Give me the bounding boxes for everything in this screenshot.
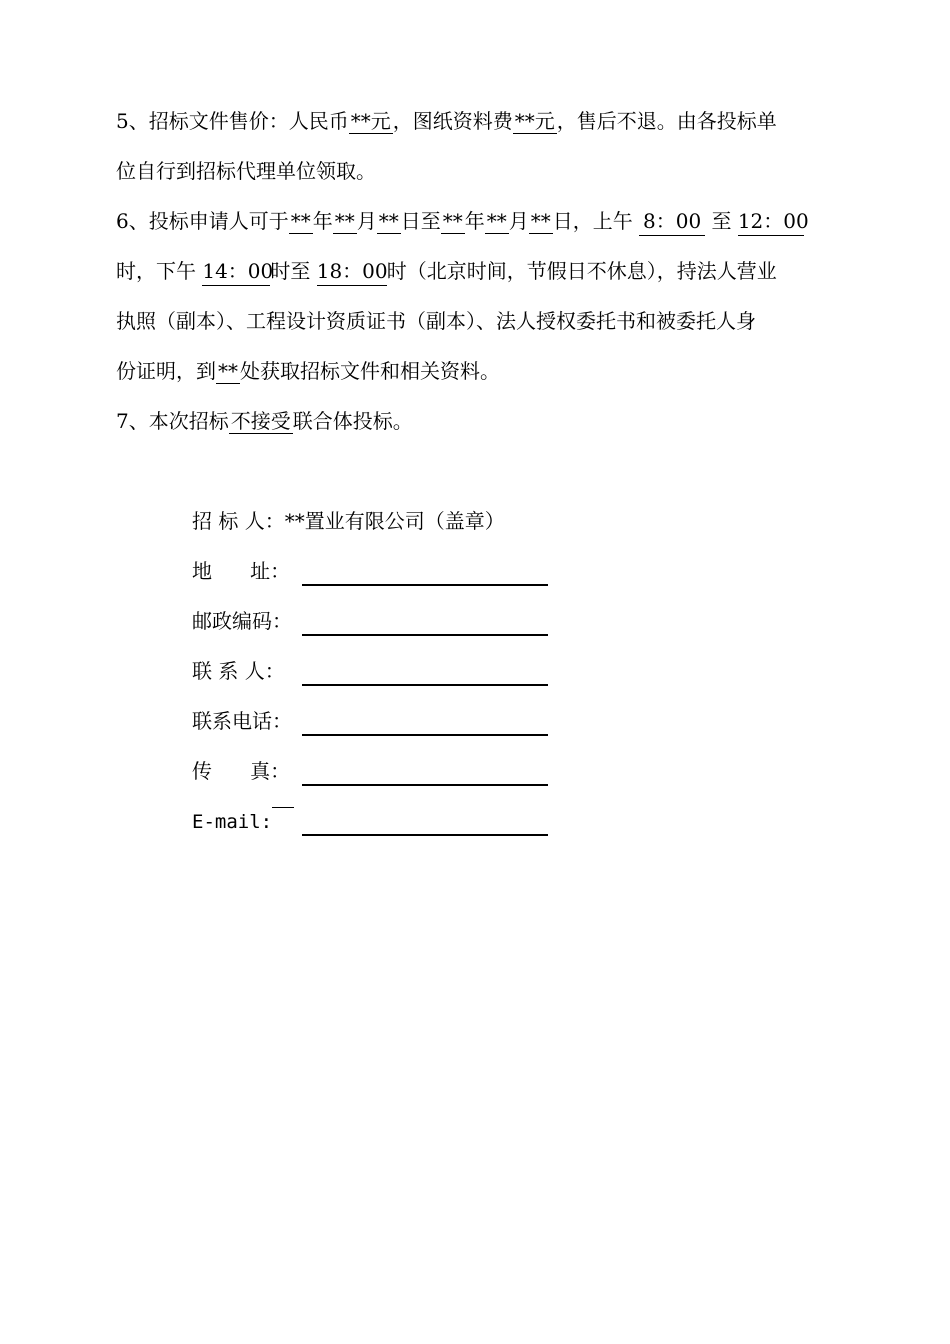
hour-to-label: 时至 [270, 259, 311, 283]
end-month: ** [486, 209, 507, 233]
item-7-line [116, 407, 413, 435]
postal-code-row [192, 607, 552, 635]
email-row [192, 807, 552, 836]
afternoon-end-time: 18：00 [317, 257, 387, 286]
day-label-2: 日，上午 [552, 209, 633, 233]
email-blank[interactable] [302, 834, 548, 836]
item-5-text-line-2: 位自行到招标代理单位领取。 [116, 159, 376, 183]
item-7-prefix: 7、本次招标 [116, 409, 229, 433]
pickup-place: ** [218, 359, 238, 383]
email-label: E-mail: [192, 811, 273, 833]
postal-code-blank[interactable] [302, 634, 548, 636]
fax-row [192, 757, 552, 785]
drawing-fee: **元 [514, 109, 555, 133]
end-day: ** [530, 209, 551, 233]
item-6-line-1 [116, 207, 809, 236]
year-label-2: 年 [464, 209, 485, 233]
hour-afternoon-label: 时，下午 [116, 259, 196, 283]
item-5-text-b: ，图纸资料费 [392, 109, 513, 133]
item-6-line-2-rest: 时（北京时间，节假日不休息），持法人营业 [386, 259, 777, 283]
item-6-line-3 [116, 307, 756, 335]
contact-person-label: 联 系 人： [192, 659, 285, 683]
item-5-line-1 [116, 107, 777, 135]
item-6-prefix: 6、投标申请人可于 [116, 209, 289, 233]
item-5-text-c: ，售后不退。由各投标单 [556, 109, 777, 133]
tenderer-row [192, 507, 505, 535]
address-row [192, 557, 552, 585]
start-month: ** [334, 209, 355, 233]
morning-start-time: 8：00 [639, 207, 705, 236]
day-label-1: 日至 [400, 209, 441, 233]
item-6-line-4 [116, 357, 500, 385]
item-5-text-a: 5、招标文件售价：人民币 [116, 109, 349, 133]
postal-code-label: 邮政编码： [192, 609, 292, 633]
phone-label: 联系电话： [192, 709, 292, 733]
address-blank[interactable] [302, 584, 548, 586]
item-6-text-line-4-a: 份证明，到 [116, 359, 216, 383]
fax-blank[interactable] [302, 784, 548, 786]
start-year: ** [290, 209, 311, 233]
contact-person-blank[interactable] [302, 684, 548, 686]
document-price: **元 [350, 109, 391, 133]
tenderer-name: **置业有限公司（盖章） [284, 509, 505, 533]
to-label: 至 [711, 209, 732, 233]
phone-row [192, 707, 552, 735]
year-label-1: 年 [312, 209, 333, 233]
address-label: 地 址： [192, 559, 291, 583]
month-label-1: 月 [356, 209, 377, 233]
email-overline-mark [272, 807, 294, 810]
item-7-suffix: 联合体投标。 [292, 409, 413, 433]
afternoon-start-time: 14：00 [202, 257, 270, 286]
item-6-text-line-4-b: 处获取招标文件和相关资料。 [240, 359, 500, 383]
item-6-line-2 [116, 257, 777, 286]
item-6-text-line-3: 执照（副本）、工程设计资质证书（副本）、法人授权委托书和被委托人身 [116, 309, 756, 333]
morning-end-time: 12：00 [738, 207, 804, 236]
end-year: ** [442, 209, 463, 233]
phone-blank[interactable] [302, 734, 548, 736]
contact-person-row [192, 657, 552, 685]
tenderer-label: 招 标 人： [192, 509, 285, 533]
fax-label: 传 真： [192, 759, 291, 783]
item-5-line-2 [116, 157, 376, 185]
start-day: ** [378, 209, 399, 233]
month-label-2: 月 [508, 209, 529, 233]
joint-venture-clause: 不接受 [230, 409, 291, 433]
